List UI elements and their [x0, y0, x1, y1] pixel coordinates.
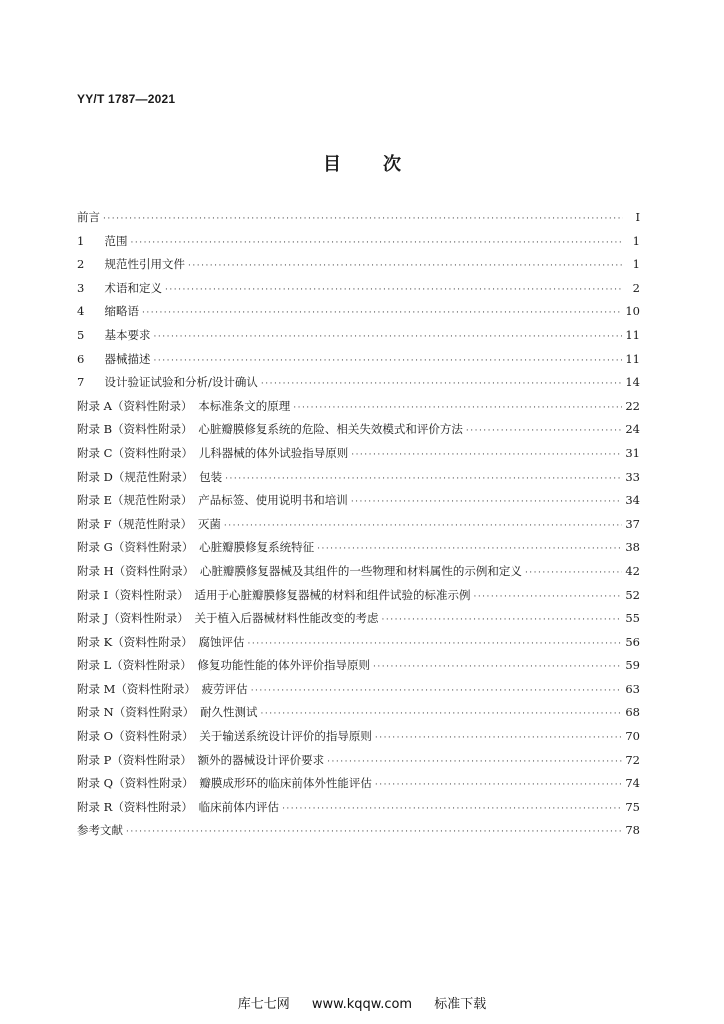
toc-leader-dots	[351, 450, 622, 460]
toc-entry-page: 56	[625, 634, 640, 649]
toc-leader-dots	[103, 214, 623, 224]
toc-leader-dots	[131, 238, 624, 248]
toc-entry-label: 3 术语和定义	[77, 280, 162, 295]
toc-entry-label: 附录 G（资料性附录） 心脏瓣膜修复系统特征	[77, 540, 315, 555]
toc-entry-annex-j[interactable]	[77, 610, 640, 634]
toc-leader-dots	[373, 662, 622, 672]
toc-entry-2[interactable]	[77, 256, 640, 280]
toc-entry-label: 附录 C（资料性附录） 儿科器械的体外试验指导原则	[77, 445, 349, 460]
toc-entry-page: 33	[625, 469, 640, 484]
toc-entry-label: 6 器械描述	[77, 351, 151, 366]
toc-leader-dots	[473, 592, 622, 602]
toc-entry-3[interactable]	[77, 280, 640, 304]
toc-entry-page: 14	[625, 375, 640, 390]
toc-entry-5[interactable]	[77, 327, 640, 351]
toc-entry-label: 附录 Q（资料性附录） 瓣膜成形环的临床前体外性能评估	[77, 776, 372, 791]
toc-entry-page: 55	[625, 611, 640, 626]
toc-leader-dots	[327, 757, 622, 767]
toc-entry-page: 22	[625, 398, 640, 413]
toc-leader-dots	[224, 521, 622, 531]
toc-entry-annex-i[interactable]	[77, 587, 640, 611]
toc-entry-annex-h[interactable]	[77, 563, 640, 587]
toc-leader-dots	[260, 709, 622, 719]
toc-title: 目次	[323, 154, 443, 175]
toc-entry-page: 11	[625, 327, 640, 342]
toc-entry-annex-m[interactable]	[77, 681, 640, 705]
toc-entry-page: 42	[625, 563, 640, 578]
toc-entry-page: 70	[625, 729, 640, 744]
toc-entry-annex-n[interactable]	[77, 704, 640, 728]
toc-entry-annex-e[interactable]	[77, 492, 640, 516]
toc-leader-dots	[317, 544, 622, 554]
toc-entry-page: 37	[625, 516, 640, 531]
toc-entry-page: Ⅰ	[635, 210, 640, 224]
toc-leader-dots	[525, 568, 622, 578]
toc-entry-page: 11	[625, 351, 640, 366]
toc-entry-label: 2 规范性引用文件	[77, 257, 185, 272]
footer-site-name: 库七七网	[237, 997, 290, 1012]
footer-tagline: 标准下载	[434, 997, 487, 1012]
toc-entry-page: 31	[625, 445, 640, 460]
toc-entry-7[interactable]	[77, 374, 640, 398]
toc-entry-label: 前言	[77, 210, 100, 224]
toc-entry-label: 7 设计验证试验和分析/设计确认	[77, 375, 258, 390]
toc-entry-6[interactable]	[77, 351, 640, 375]
toc-entry-annex-d[interactable]	[77, 469, 640, 493]
toc-leader-dots	[382, 615, 623, 625]
toc-entry-annex-g[interactable]	[77, 539, 640, 563]
toc-entry-bibliography[interactable]	[77, 822, 640, 846]
toc-entry-label: 附录 D（规范性附录） 包装	[77, 469, 223, 484]
toc-entry-annex-q[interactable]	[77, 775, 640, 799]
toc-leader-dots	[466, 426, 623, 436]
toc-entry-label: 附录 E（规范性附录） 产品标签、使用说明书和培训	[77, 493, 348, 508]
toc-leader-dots	[375, 780, 623, 790]
toc-entry-annex-l[interactable]	[77, 657, 640, 681]
toc-entry-annex-b[interactable]	[77, 421, 640, 445]
toc-leader-dots	[261, 379, 622, 389]
toc-leader-dots	[351, 497, 623, 507]
toc-leader-dots	[282, 804, 622, 814]
toc-entry-label: 附录 N（资料性附录） 耐久性测试	[77, 705, 258, 720]
toc-leader-dots	[154, 332, 623, 342]
toc-entry-page: 78	[625, 823, 640, 838]
toc-entry-annex-f[interactable]	[77, 516, 640, 540]
toc-entry-label: 附录 F（规范性附录） 灭菌	[77, 516, 221, 531]
toc-entry-annex-a[interactable]	[77, 398, 640, 422]
table-of-contents	[77, 209, 640, 846]
toc-entry-foreword[interactable]	[77, 209, 640, 233]
toc-entry-page: 59	[625, 658, 640, 673]
toc-entry-page: 34	[625, 493, 640, 508]
toc-entry-page: 72	[625, 752, 640, 767]
toc-entry-annex-r[interactable]	[77, 799, 640, 823]
toc-entry-label: 附录 I（资料性附录） 适用于心脏瓣膜修复器械的材料和组件试验的标准示例	[77, 587, 471, 602]
toc-entry-label: 附录 K（资料性附录） 腐蚀评估	[77, 634, 245, 649]
toc-entry-label: 附录 O（资料性附录） 关于输送系统设计评价的指导原则	[77, 729, 372, 744]
toc-entry-annex-k[interactable]	[77, 634, 640, 658]
toc-entry-label: 1 范围	[77, 233, 128, 248]
toc-entry-page: 24	[625, 422, 640, 437]
toc-entry-label: 附录 M（资料性附录） 疲劳评估	[77, 681, 248, 696]
toc-leader-dots	[293, 403, 622, 413]
toc-leader-dots	[154, 356, 623, 366]
toc-entry-1[interactable]	[77, 233, 640, 257]
toc-entry-4[interactable]	[77, 303, 640, 327]
toc-leader-dots	[251, 686, 623, 696]
toc-entry-page: 10	[625, 304, 640, 319]
toc-entry-label: 附录 L（资料性附录） 修复功能性能的体外评价指导原则	[77, 658, 371, 673]
toc-leader-dots	[248, 639, 623, 649]
toc-entry-label: 附录 H（资料性附录） 心脏瓣膜修复器械及其组件的一些物理和材料属性的示例和定义	[77, 563, 522, 578]
toc-entry-annex-p[interactable]	[77, 752, 640, 776]
toc-leader-dots	[375, 733, 623, 743]
toc-entry-label: 附录 A（资料性附录） 本标准条文的原理	[77, 398, 291, 413]
toc-entry-page: 63	[625, 681, 640, 696]
toc-entry-page: 1	[632, 257, 640, 272]
toc-entry-page: 2	[632, 280, 640, 295]
toc-entry-annex-c[interactable]	[77, 445, 640, 469]
footer-site-url[interactable]: www.kqqw.com	[311, 997, 413, 1012]
toc-leader-dots	[126, 827, 622, 837]
toc-leader-dots	[165, 285, 623, 295]
toc-entry-page: 52	[625, 587, 640, 602]
document-code: YY/T 1787—2021	[77, 92, 176, 106]
toc-entry-label: 5 基本要求	[77, 327, 151, 342]
toc-entry-page: 68	[625, 705, 640, 720]
toc-entry-label: 参考文献	[77, 823, 123, 838]
toc-entry-page: 74	[625, 776, 640, 791]
toc-leader-dots	[225, 474, 622, 484]
toc-entry-annex-o[interactable]	[77, 728, 640, 752]
toc-entry-label: 附录 B（资料性附录） 心脏瓣膜修复系统的危险、相关失效模式和评价方法	[77, 422, 463, 437]
toc-entry-label: 附录 J（资料性附录） 关于植入后器械材料性能改变的考虑	[77, 611, 379, 626]
toc-entry-label: 4 缩略语	[77, 304, 139, 319]
toc-leader-dots	[188, 261, 623, 271]
toc-entry-page: 1	[632, 233, 640, 248]
page-footer	[0, 993, 724, 1012]
toc-entry-page: 38	[625, 540, 640, 555]
toc-entry-label: 附录 P（资料性附录） 额外的器械设计评价要求	[77, 752, 325, 767]
toc-entry-label: 附录 R（资料性附录） 临床前体内评估	[77, 799, 280, 814]
toc-leader-dots	[142, 308, 622, 318]
toc-entry-page: 75	[625, 799, 640, 814]
